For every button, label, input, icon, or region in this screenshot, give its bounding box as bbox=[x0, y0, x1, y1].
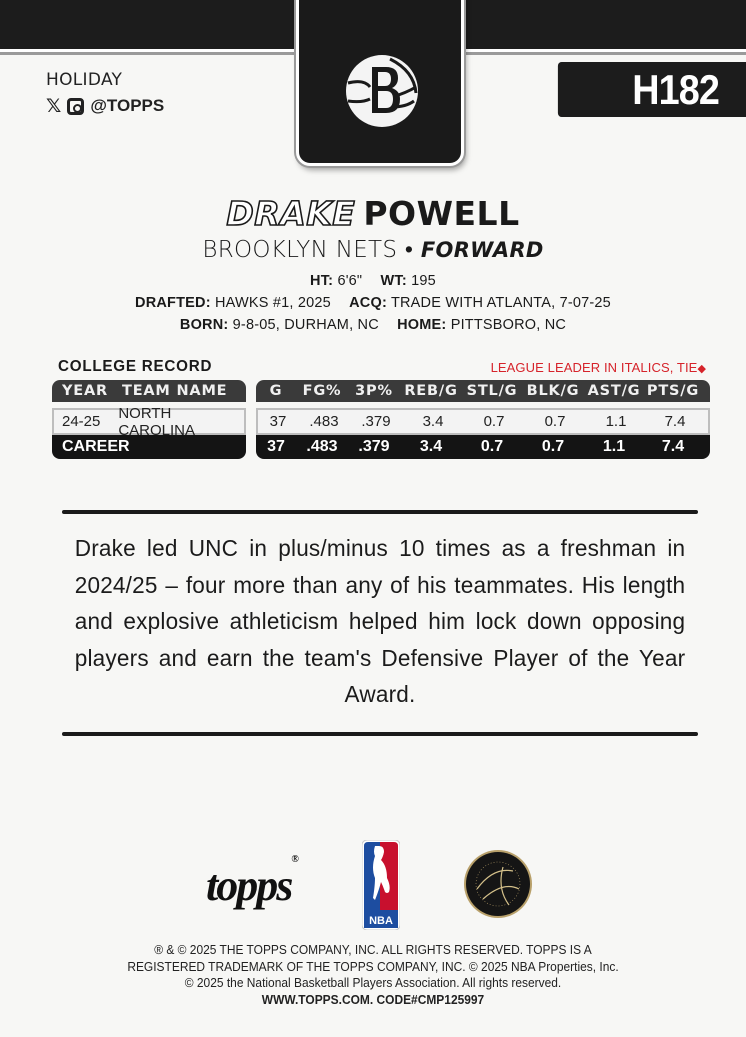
separator-bullet: • bbox=[404, 237, 414, 263]
nba-logo-icon bbox=[362, 840, 400, 930]
row-team: NORTH CAROLINA bbox=[118, 404, 195, 439]
player-blurb: Drake led UNC in plus/minus 10 times as a freshman in 2024/25 – four more than any of his teammates. His length and explosive athleticism helped him lock down opposing players and earn the team's Defensive Player of the Year Award. bbox=[74, 535, 686, 707]
row-year: 24-25 bbox=[62, 413, 101, 430]
header-pts: PTS/G bbox=[646, 383, 700, 399]
brooklyn-nets-logo-icon bbox=[344, 53, 420, 129]
stat-g: 37 bbox=[269, 413, 287, 430]
career-stl: 0.7 bbox=[480, 438, 504, 455]
header-team: TEAM NAME bbox=[122, 383, 228, 399]
career-3p: .379 bbox=[358, 438, 390, 455]
record-header-stats bbox=[256, 380, 710, 402]
stat-stl: 0.7 bbox=[483, 413, 505, 430]
social-handles bbox=[46, 95, 164, 117]
topps-logo: topps® bbox=[206, 854, 297, 910]
player-last-name: POWELL bbox=[363, 194, 520, 233]
table-row bbox=[256, 408, 710, 435]
career-fg: .483 bbox=[306, 438, 338, 455]
website-code-line: WWW.TOPPS.COM. CODE#CMP125997 bbox=[261, 991, 485, 1007]
player-name bbox=[0, 194, 746, 233]
height-label: HT: bbox=[310, 273, 334, 289]
stat-fg: .483 bbox=[309, 413, 339, 430]
legal-text bbox=[30, 942, 716, 1008]
divider-top bbox=[62, 510, 698, 514]
table-row bbox=[52, 404, 246, 439]
weight-label: WT: bbox=[380, 273, 407, 289]
acq-value: TRADE WITH ATLANTA, 7-07-25 bbox=[390, 295, 611, 311]
drafted-label: DRAFTED: bbox=[135, 295, 211, 311]
record-title: COLLEGE RECORD bbox=[58, 358, 213, 375]
header-stl: STL/G bbox=[466, 383, 518, 399]
record-header-left bbox=[52, 380, 246, 402]
bio-line-draft bbox=[0, 295, 746, 311]
instagram-icon bbox=[67, 98, 84, 115]
home-value: PITTSBORO, NC bbox=[450, 317, 567, 333]
stat-reb: 3.4 bbox=[422, 413, 444, 430]
career-ast: 1.1 bbox=[602, 438, 626, 455]
legal-line: REGISTERED TRADEMARK OF THE TOPPS COMPANY, INC. © 2025 NBA Properties, Inc. bbox=[127, 958, 619, 974]
bio-line-origin bbox=[0, 317, 746, 333]
height-value: 6'6" bbox=[337, 273, 363, 289]
career-row bbox=[256, 435, 710, 459]
header-3p: 3P% bbox=[355, 383, 393, 399]
x-twitter-icon: 𝕏 bbox=[46, 95, 62, 117]
team-name: BROOKLYN NETS bbox=[202, 237, 398, 263]
header-g: G bbox=[269, 383, 283, 399]
header-ast: AST/G bbox=[587, 383, 641, 399]
career-reb: 3.4 bbox=[419, 438, 443, 455]
born-label: BORN: bbox=[179, 317, 229, 333]
card-number: H182 bbox=[558, 62, 746, 117]
stat-ast: 1.1 bbox=[605, 413, 627, 430]
league-leader-note: LEAGUE LEADER IN ITALICS, TIE◆ bbox=[490, 360, 706, 375]
acq-label: ACQ: bbox=[349, 295, 387, 311]
record-table-left bbox=[52, 380, 246, 462]
career-g: 37 bbox=[267, 438, 285, 455]
nbpa-logo-icon bbox=[463, 849, 533, 919]
career-label: CAREER bbox=[62, 438, 130, 455]
stat-blk: 0.7 bbox=[544, 413, 566, 430]
record-table-stats bbox=[256, 380, 710, 462]
career-row-label bbox=[52, 435, 246, 459]
legal-line: ® & © 2025 THE TOPPS COMPANY, INC. ALL RIGHTS RESERVED. TOPPS IS A bbox=[154, 942, 592, 957]
header-blk: BLK/G bbox=[526, 383, 580, 399]
divider-bottom bbox=[62, 732, 698, 736]
series-label: HOLIDAY bbox=[46, 70, 123, 90]
player-position: FORWARD bbox=[420, 238, 544, 262]
legal-line: © 2025 the National Basketball Players Association. All rights reserved. bbox=[184, 975, 562, 990]
home-label: HOME: bbox=[397, 317, 447, 333]
header-fg: FG% bbox=[302, 383, 342, 399]
stat-3p: .379 bbox=[361, 413, 391, 430]
drafted-value: HAWKS #1, 2025 bbox=[214, 295, 331, 311]
header-year: YEAR bbox=[62, 383, 108, 399]
player-first-name: DRAKE bbox=[226, 194, 356, 233]
social-handle: @TOPPS bbox=[90, 96, 165, 115]
bio-line-physical bbox=[0, 273, 746, 289]
stat-pts: 7.4 bbox=[664, 413, 686, 430]
team-position-line bbox=[0, 236, 746, 263]
registered-icon: ® bbox=[291, 854, 297, 866]
career-blk: 0.7 bbox=[541, 438, 565, 455]
svg-text:NBA: NBA bbox=[369, 915, 393, 927]
weight-value: 195 bbox=[411, 273, 436, 289]
tie-diamond-icon: ◆ bbox=[697, 363, 706, 375]
team-logo-tab bbox=[296, 0, 464, 166]
header-reb: REB/G bbox=[404, 383, 458, 399]
born-value: 9-8-05, DURHAM, NC bbox=[232, 317, 379, 333]
career-pts: 7.4 bbox=[661, 438, 685, 455]
